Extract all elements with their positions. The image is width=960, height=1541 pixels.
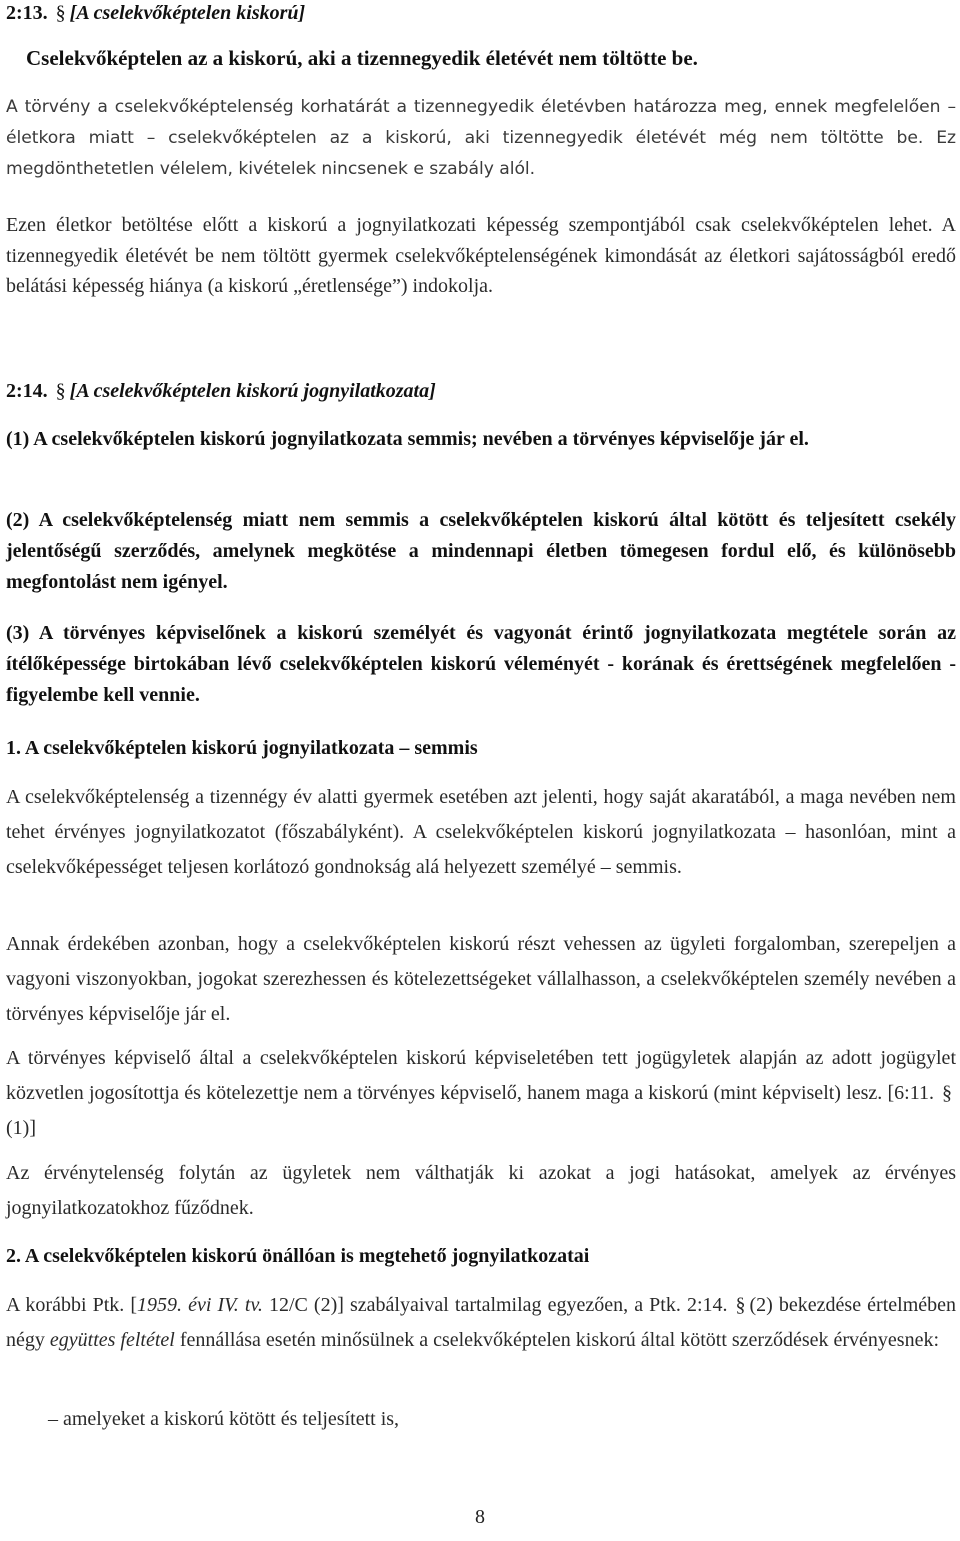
section-sign-icon: § — [735, 1294, 746, 1316]
section-213-number: 2:13. — [6, 2, 48, 24]
section-sign-icon: § — [55, 2, 66, 24]
subsection-2-paragraph — [6, 1288, 956, 1358]
subsection-1-heading: 1. A cselekvőképtelen kiskorú jognyilatkozata – semmis — [6, 737, 478, 759]
subsection-1-paragraph-1: A cselekvőképtelenség a tizennégy év alatti gyermek esetében azt jelenti, hogy saját akaratából, a maga nevében nem tehet érvényes jognyilatkozatot (főszabályként). A cselekvőképtelen kiskorú jognyilatkozata – hasonlóan, mint a cselekvőképességet teljesen korlátozó gondnokság alá helyezett személyé – semmis. — [6, 786, 956, 878]
subsection-2-law-reference: 1959. évi IV. tv. — [137, 1294, 263, 1316]
section-sign-icon: § — [55, 380, 66, 402]
section-sign-icon: § — [942, 1082, 952, 1104]
section-214-rule-2: (2) A cselekvőképtelenség miatt nem semmis a cselekvőképtelen kiskorú által kötött és teljesített csekély jelentőségű szerződés, amelynek megkötése a mindennapi életben tömegesen fordul elő, és különösebb megfontolást nem igényel. — [6, 509, 956, 593]
section-214-title: [A cselekvőképtelen kiskorú jognyilatkozata] — [69, 380, 436, 402]
subsection-2-condition: együttes feltétel — [49, 1329, 175, 1351]
section-213-paragraph-1: A törvény a cselekvőképtelenség korhatárát a tizennegyedik életévben határozza meg, ennek megfelelően – életkora miatt – cselekvőképtelen az a kiskorú, aki tizennegyedik életévét még nem töltötte be. Ez megdönthetetlen vélelem, kivételek nincsenek e szabály alól. — [6, 97, 956, 179]
section-213-paragraph-2: Ezen életkor betöltése előtt a kiskorú a jognyilatkozati képesség szempontjából csak cselekvőképtelen lehet. A tizennegyedik életévét be nem töltött gyermek cselekvőképtelenségének kimondását az életkori sajátosságból eredő belátási képesség hiánya (a kiskorú „éretlensége”) indokolja. — [6, 214, 956, 297]
subsection-1-paragraph-2: Annak érdekében azonban, hogy a cselekvőképtelen kiskorú részt vehessen az ügyleti forgalomban, szerepeljen a vagyoni viszonyokban, jogokat szerezhessen és kötelezettségeket vállalhasson, a cselekvőképtelen személy nevében a törvényes képviselője jár el. — [6, 933, 956, 1025]
subsection-1-paragraph-3 — [6, 1041, 956, 1146]
section-214-rule-3: (3) A törvényes képviselőnek a kiskorú személyét és vagyonát érintő jognyilatkozata megtétele során az ítélőképessége birtokában lévő cselekvőképtelen kiskorú véleményét - korának és érettségének megfelelően - figyelembe kell vennie. — [6, 622, 956, 706]
subsection-2-text-c: (2) bekezdése értelmében négy — [6, 1294, 957, 1351]
subsection-1-paragraph-3-text: A törvényes képviselő által a cselekvőképtelen kiskorú képviseletében tett jogügyletek alapján az adott jogügylet közvetlen jogosítottja és kötelezettje nem a törvényes képviselő, hanem maga a kiskorú (mint képviselt) lesz. [6:11. — [6, 1047, 956, 1104]
subsection-2-list-item: – amelyeket a kiskorú kötött és teljesített is, — [48, 1408, 400, 1430]
subsection-2-heading: 2. A cselekvőképtelen kiskorú önállóan is megtehető jognyilatkozatai — [6, 1245, 590, 1267]
subsection-2-text-b: 12/C (2)] szabályaival tartalmilag egyezően, a Ptk. 2:14. — [262, 1294, 728, 1316]
subsection-1-paragraph-3-tail: (1)] — [6, 1117, 36, 1139]
section-213-title: [A cselekvőképtelen kiskorú] — [69, 2, 306, 24]
section-213-rule: Cselekvőképtelen az a kiskorú, aki a tizennegyedik életévét nem töltötte be. — [26, 46, 698, 70]
section-213-heading — [6, 0, 956, 26]
subsection-1-paragraph-4: Az érvénytelenség folytán az ügyletek nem válthatják ki azokat a jogi hatásokat, amelyek az érvényes jognyilatkozatokhoz fűződnek. — [6, 1162, 956, 1219]
section-214-number: 2:14. — [6, 380, 48, 402]
section-214-heading — [6, 378, 956, 404]
subsection-2-text-d: fennállása esetén minősülnek a cselekvőképtelen kiskorú által kötött szerződések érvényesnek: — [174, 1329, 940, 1351]
page-number: 8 — [475, 1506, 485, 1528]
subsection-2-text-a: A korábbi Ptk. [ — [6, 1294, 138, 1316]
section-214-rule-1: (1) A cselekvőképtelen kiskorú jognyilatkozata semmis; nevében a törvényes képviselője jár el. — [6, 428, 809, 450]
